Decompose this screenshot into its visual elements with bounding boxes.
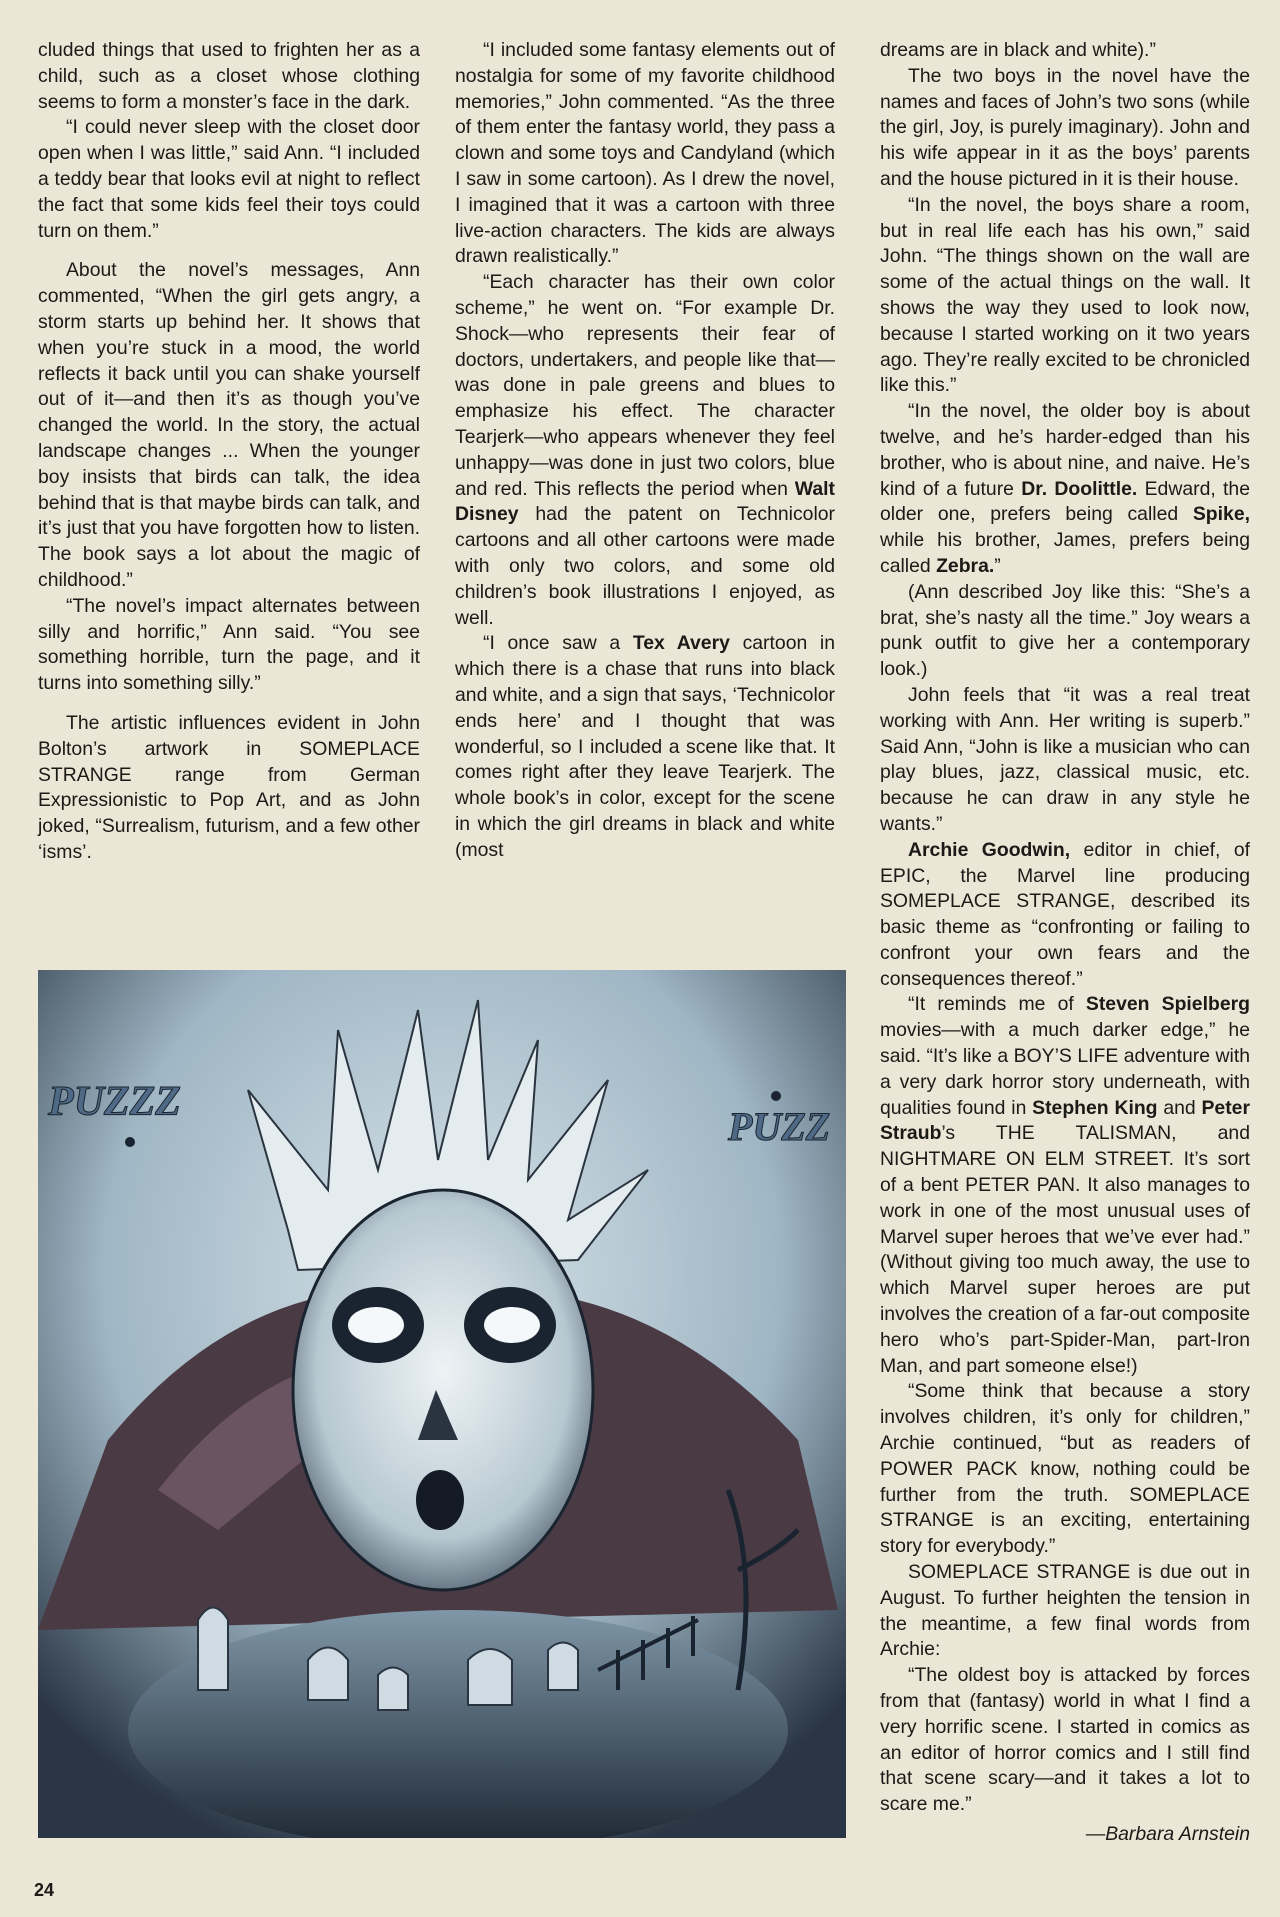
text-run: ’s THE TALISMAN, and NIGHTMARE ON ELM STREET. It’s sort of a bent PETER PAN. It also manages to work in one of the most unusual uses of Marvel super heroes that we’ve ever had.” (Without giving too much away, the use to which Marvel super heroes are put involves the creation of a far-out composite hero who’s part-Spider-Man, part-Iron Man, and part someone else!) bbox=[880, 1122, 1250, 1377]
paragraph bbox=[880, 838, 1250, 993]
paragraph: (Ann described Joy like this: “She’s a brat, she’s nasty all the time.” Joy wears a punk outfit to give her a contemporary look.) bbox=[880, 580, 1250, 681]
fly-icon bbox=[125, 1137, 135, 1147]
illustration-artwork bbox=[38, 970, 846, 1838]
name-highlight: Dr. Doolittle. bbox=[1021, 477, 1138, 500]
paragraph: dreams are in black and white).” bbox=[880, 39, 1156, 61]
paragraph: The two boys in the novel have the names and faces of John’s two sons (while the girl, Joy, is purely imaginary). John and his wife appear in it as the boys’ parents and the house pictured in it is their house. bbox=[880, 64, 1250, 190]
fly-icon bbox=[771, 1091, 781, 1101]
text-run: “I once saw a bbox=[483, 632, 633, 655]
paragraph: John feels that “it was a real treat working with Ann. Her writing is superb.” Said Ann, “John is like a musician who can play blues, jazz, classical music, etc. because he can draw in any style he wants.” bbox=[880, 683, 1250, 835]
paragraph: “The oldest boy is attacked by forces from that (fantasy) world in what I find a very horrific scene. I started in comics as an editor of horror comics and I still find that scene scary—and it takes a lot to scare me.” bbox=[880, 1664, 1250, 1816]
text-run: Edward, the older one, prefers being called bbox=[880, 477, 1250, 526]
paragraph: “The novel’s impact alternates between silly and horrific,” Ann said. “You see something horrible, turn the page, and it turns into something silly.” bbox=[38, 594, 420, 695]
paragraph bbox=[455, 631, 835, 863]
name-highlight: Steven Spielberg bbox=[1085, 993, 1250, 1016]
paragraph: “Some think that because a story involves children, it’s only for children,” Archie continued, “but as readers of POWER PACK know, nothing could be further from the truth. SOMEPLACE STRANGE is an exciting, entertaining story for everybody.” bbox=[880, 1380, 1250, 1558]
left-eye bbox=[348, 1307, 404, 1343]
text-run: cartoon in which there is a chase that runs into black and white, and a sign that says, ‘Technicolor ends here’ and I thought that was wonderful, so I included a scene like that. It comes right after they leave Tearjerk. The whole book’s in color, except for the scene in which the girl dreams in black and white (most bbox=[455, 632, 836, 861]
zombie-face bbox=[293, 1190, 593, 1590]
right-eye bbox=[484, 1307, 540, 1343]
article-column-2 bbox=[455, 38, 835, 864]
sfx-left: PUZZZ bbox=[48, 1079, 181, 1125]
paragraph: About the novel’s messages, Ann commented, “When the girl gets angry, a storm starts up behind her. It shows that when you’re stuck in a mood, the world reflects it back until you can shake yourself out of it—and then it’s as though you’ve changed the world. In the story, the actual landscape changes ... When the younger boy insists that birds can talk, the idea behind that is that maybe birds can talk, and it’s just that you have forgotten how to listen. The book says a lot about the magic of childhood.” bbox=[38, 259, 420, 591]
open-mouth bbox=[416, 1470, 464, 1530]
paragraph: “In the novel, the boys share a room, but in real life each has his own,” said John. “The things shown on the wall are some of the actual things on the wall. It shows the way they used to look now, because I started working on it two years ago. They’re really excited to be chronicled like this.” bbox=[880, 193, 1250, 397]
text-run: editor in chief, of EPIC, the Marvel line producing SOMEPLACE STRANGE, described its basic theme as “confronting or failing to confront your own fears and the consequences thereof.” bbox=[880, 838, 1250, 990]
sfx-right: PUZZ bbox=[728, 1104, 831, 1149]
text-run: “It reminds me of bbox=[908, 993, 1086, 1016]
text-run: had the patent on Technicolor cartoons and all other cartoons were made with only two colors, and some old children’s book illustrations I enjoyed, as well. bbox=[455, 503, 835, 629]
article-column-3 bbox=[880, 38, 1250, 1848]
text-run: “Each character has their own color scheme,” he went on. “For example Dr. Shock—who represents their fear of doctors, undertakers, and people like that—was done in pale greens and blues to emphasize his effect. The character Tearjerk—who appears whenever they feel unhappy—was done in just two colors, blue and red. This reflects the period when bbox=[455, 271, 835, 500]
paragraph: SOMEPLACE STRANGE is due out in August. To further heighten the tension in the meantime, a few final words from Archie: bbox=[880, 1561, 1250, 1661]
text-run: “In the novel, the older boy is about twelve, and he’s harder-edged than his brother, who is about nine, and naive. He’s kind of a future bbox=[880, 400, 1250, 500]
name-highlight: Archie Goodwin, bbox=[908, 838, 1071, 861]
paragraph bbox=[880, 399, 1250, 580]
zombie-boy-illustration bbox=[38, 970, 846, 1838]
text-run: ” bbox=[994, 554, 1001, 577]
paragraph: The artistic influences evident in John Bolton’s artwork in SOMEPLACE STRANGE range from German Expressionistic to Pop Art, and as John joked, “Surrealism, futurism, and a few other ‘isms’. bbox=[38, 711, 420, 863]
page-number: 24 bbox=[34, 1880, 55, 1900]
name-highlight: Tex Avery bbox=[632, 632, 730, 655]
name-highlight: Zebra. bbox=[936, 554, 995, 577]
name-highlight: Walt Disney bbox=[455, 477, 835, 526]
byline: —Barbara Arnstein bbox=[1085, 1822, 1250, 1845]
article-column-1 bbox=[38, 38, 420, 866]
paragraph: cluded things that used to frighten her as a child, such as a closet whose clothing seems to form a monster’s face in the dark. bbox=[38, 39, 420, 113]
paragraph bbox=[880, 992, 1250, 1379]
text-run: movies—with a much darker edge,” he said. “It’s like a BOY’S LIFE adventure with a very dark horror story underneath, with qualities found in bbox=[880, 1019, 1250, 1119]
name-highlight: Peter Straub bbox=[880, 1096, 1250, 1145]
name-highlight: Stephen King bbox=[1032, 1096, 1158, 1119]
paragraph: “I included some fantasy elements out of nostalgia for some of my favorite childhood memories,” John commented. “As the three of them enter the fantasy world, they pass a clown and some toys and Candyland (which I saw in some cartoon). As I drew the novel, I imagined that it was a cartoon with three live-action characters. The kids are always drawn realistically.” bbox=[455, 39, 835, 268]
paragraph bbox=[455, 270, 835, 631]
paragraph: “I could never sleep with the closet door open when I was little,” said Ann. “I included a teddy bear that looks evil at night to reflect the fact that some kids feel their toys could turn on them.” bbox=[38, 116, 420, 242]
text-run: while his brother, James, prefers being called bbox=[880, 529, 1250, 577]
name-highlight: Spike, bbox=[1192, 503, 1250, 526]
text-run: and bbox=[1157, 1096, 1202, 1119]
